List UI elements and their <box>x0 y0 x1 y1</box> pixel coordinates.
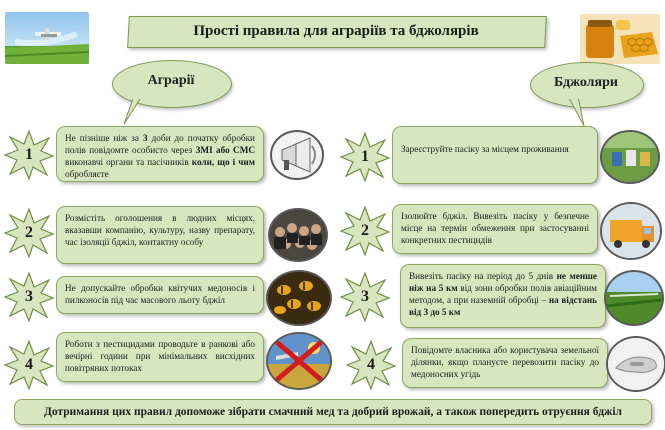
right-rule-4-number: 4 <box>367 356 375 373</box>
beekeepers-label: Бджоляри <box>554 75 618 90</box>
right-rule-2-number: 2 <box>361 222 369 239</box>
field-spraying-photo <box>604 270 664 326</box>
right-rule-3-text: Вивезіть пасіку на період до 5 днів не менше ніж на 5 км від зони обробки полів авіаційним методом, а при наземній обробці – на відстань від 3 до 5 км <box>400 264 606 328</box>
right-rule-1-number: 1 <box>361 148 369 165</box>
left-rule-1-number: 1 <box>25 146 33 163</box>
left-rule-4-number: 4 <box>25 356 33 373</box>
left-rule-4-badge <box>4 340 54 390</box>
left-rule-4-text: Роботи з пестицидами проводьте в ранкові або вечірні години при мінімальних висхідних повітряних потоках <box>56 332 264 382</box>
honey-photo <box>580 14 660 64</box>
right-rule-2-text: Ізолюйте бджіл. Вивезіть пасіку у безпечне місце на термін обмеження при застосуванні конкретних пестицидів <box>392 204 598 254</box>
crowd-photo <box>268 208 328 262</box>
right-rule-4-text: Повідомте власника або користувача земельної ділянки, якщо плануєте перевозити пасіку до медоносних угідь <box>402 338 608 388</box>
left-rule-2-number: 2 <box>25 224 33 241</box>
right-rule-2-badge <box>340 206 390 256</box>
left-rule-2-badge <box>4 208 54 258</box>
left-rule-3-text: Не допускайте обробки квітучих медоносів і пилконосів під час масового льоту бджіл <box>56 276 264 314</box>
left-rule-3-badge <box>4 272 54 322</box>
bees-photo <box>266 270 332 326</box>
right-rule-1-text: Зареєструйте пасіку за місцем проживання <box>392 126 598 184</box>
beehives-photo <box>600 130 660 184</box>
footer-banner: Дотримання цих правил допоможе зібрати смачний мед та добрий врожай, а також попередить отруєння бджіл <box>14 399 652 425</box>
right-rule-4-badge <box>346 340 396 390</box>
truck-photo <box>600 202 662 260</box>
page-title: Прості правила для аграріїв та бджолярів <box>193 23 479 39</box>
left-rule-3-number: 3 <box>25 288 33 305</box>
right-rule-1-badge <box>340 132 390 182</box>
left-rule-1-badge <box>4 130 54 180</box>
left-rule-1-text: Не пізніше ніж за 3 доби до початку обробки полів повідомте особисто через ЗМІ або СМС виконавчі органи та пасічників коли, що і чим обробляєте <box>56 126 264 182</box>
no-daytime-spraying-photo <box>266 332 332 390</box>
beekeepers-bubble-tail <box>556 96 596 128</box>
crop-duster-photo <box>5 12 89 64</box>
left-rule-2-text: Розмістіть оголошення в людних місцях, вказавши компанію, культуру, назву препарату, час ізоляції бджіл, контактну особу <box>56 206 264 264</box>
megaphone-icon <box>270 130 324 180</box>
agrarians-bubble-tail <box>120 96 160 126</box>
phone-photo <box>606 336 665 392</box>
right-rule-3-number: 3 <box>361 288 369 305</box>
agrarians-label: Аграрії <box>147 73 195 88</box>
right-rule-3-badge <box>340 272 390 322</box>
